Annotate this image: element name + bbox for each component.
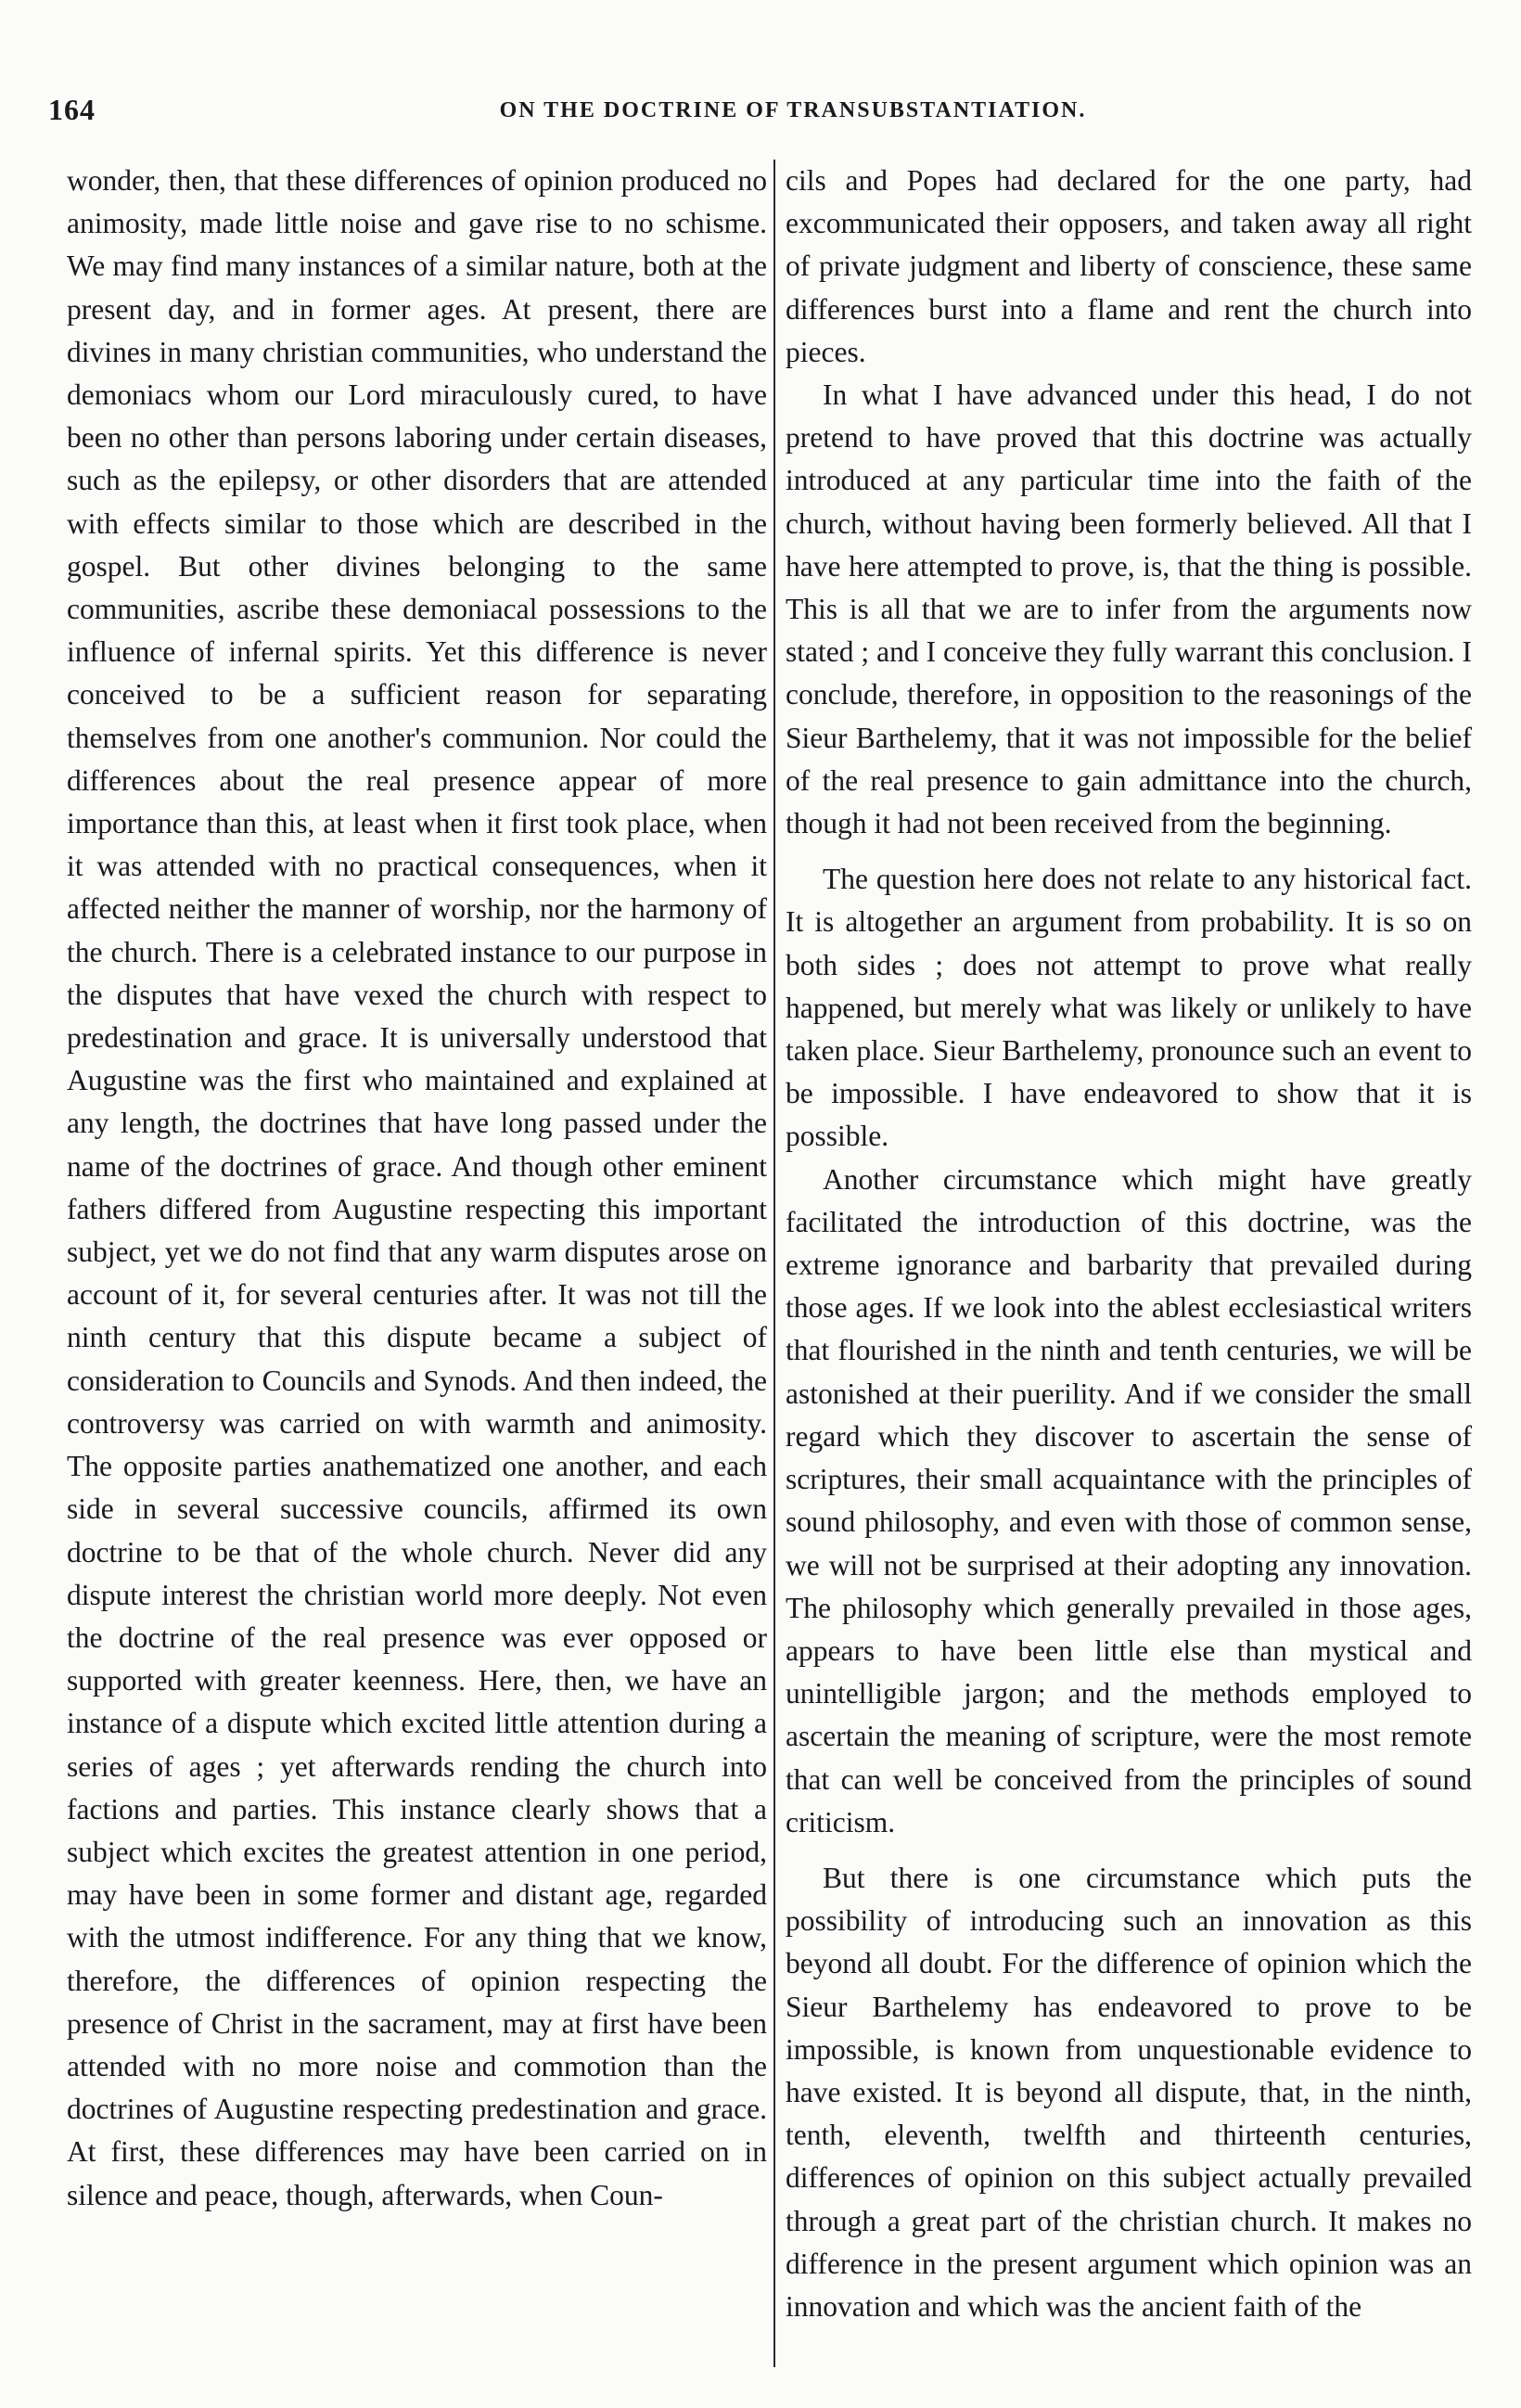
right-paragraph-4: Another circumstance which might have greatly facilitated the introduction of this doctrine, was the extreme ignorance and barbarity that prevailed during those ages. If we look into the ablest ecclesiastical writers that flourished in the ninth and tenth centuries, we will be astonished at their puerility. And if we consider the small regard which they discover to ascertain the sense of scriptures, their small acquaintance with the principles of sound philosophy, and even with those of common sense, we will not be surprised at their adopting any innovation. The philosophy which generally prevailed in those ages, appears to have been little else than mystical and unintelligible jargon; and the methods employed to ascertain the meaning of scripture, were the most remote that can well be conceived from the principles of sound criticism. [786, 1162, 1472, 1838]
running-head [37, 93, 1465, 139]
right-paragraph-2: In what I have advanced under this head, I do not pretend to have proved that this doctrine was actually introduced at any particular time into the faith of the church, without having been formerly believed. All that I have here attempted to prove, is, that the thing is possible. This is all that we are to infer from the arguments now stated ; and I conceive they fully warrant this conclusion. I conclude, therefore, in opposition to the reasonings of the Sieur Barthelemy, that it was not impossible for the belief of the real presence to gain admittance into the church, though it had not been received from the beginning. [786, 378, 1472, 840]
right-paragraph-5: But there is one circumstance which puts the possibility of introducing such an innovation as this beyond all doubt. For the difference of opinion which the Sieur Barthelemy has endeavored to prove to be impossible, is known from unquestionable evidence to have existed. It is beyond all dispute, that, in the ninth, tenth, eleventh, twelfth and thirteenth centuries, differences of opinion on this subject actually prevailed through a great part of the christian church. It makes no difference in the present argument which opinion was an innovation and which was the ancient faith of the [786, 1861, 1472, 2323]
column-divider [773, 160, 775, 2367]
right-column [786, 160, 1472, 2376]
left-paragraph-1: wonder, then, that these differences of opinion produced no animosity, made little noise and gave rise to no schisme. We may find many instances of a similar nature, both at the present day, and in former ages. At present, there are divines in many christian communities, who understand the demoniacs whom our Lord miraculously cured, to have been no other than persons laboring under certain diseases, such as the epilepsy, or other disorders that are attended with effects similar to those which are described in the gospel. But other divines belonging to the same communities, ascribe these demoniacal possessions to the influence of infernal spirits. Yet this difference is never conceived to be a sufficient reason for separating themselves from one another's communion. Nor could the differences about the real presence appear of more importance than this, at least when it first took place, when it was attended with no practical consequences, when it affected neither the manner of worship, nor the harmony of the church. There is a celebrated instance to our purpose in the disputes that have vexed the church with respect to predestination and grace. It is universally understood that Augustine was the first who maintained and explained at any length, the doctrines that have long passed under the name of the doctrines of grace. And though other eminent fathers differed from Augustine respecting this important subject, yet we do not find that any warm disputes arose on account of it, for several centuries after. It was not till the ninth century that this dispute became a subject of consideration to Councils and Synods. And then indeed, the controversy was carried on with warmth and animosity. The opposite parties anathematized one another, and each side in several successive councils, affirmed its own doctrine to be that of the whole church. Never did any dispute interest the christian world more deeply. Not even the doctrine of the real presence was ever opposed or supported with greater keenness. Here, then, we have an instance of a dispute which excited little attention during a series of ages ; yet afterwards rending the church into factions and parties. This instance clearly shows that a subject which excites the greatest attention in one period, may have been in some former and distant age, regarded with the utmost indifference. For any thing that we know, therefore, the differences of opinion respecting the presence of Christ in the sacrament, may at first have been attended with no more noise and commotion than the doctrines of Augustine respecting predestination and grace. At first, these differences may have been carried on in silence and peace, though, afterwards, when Coun- [67, 164, 767, 2211]
running-title: ON THE DOCTRINE OF TRANSUBSTANTIATION. [499, 98, 1087, 122]
left-column [67, 160, 767, 2376]
page-number: 164 [48, 93, 96, 126]
right-paragraph-3: The question here does not relate to any historical fact. It is altogether an argument from probability. It is so on both sides ; does not attempt to prove what really happened, but merely what was likely or unlikely to have taken place. Sieur Barthelemy, pronounce such an event to be impossible. I have endeavored to show that it is possible. [786, 863, 1472, 1153]
right-paragraph-1: cils and Popes had declared for the one party, had excommunicated their opposers, and taken away all right of private judgment and liberty of conscience, these same differences burst into a flame and rent the church into pieces. [786, 164, 1472, 368]
